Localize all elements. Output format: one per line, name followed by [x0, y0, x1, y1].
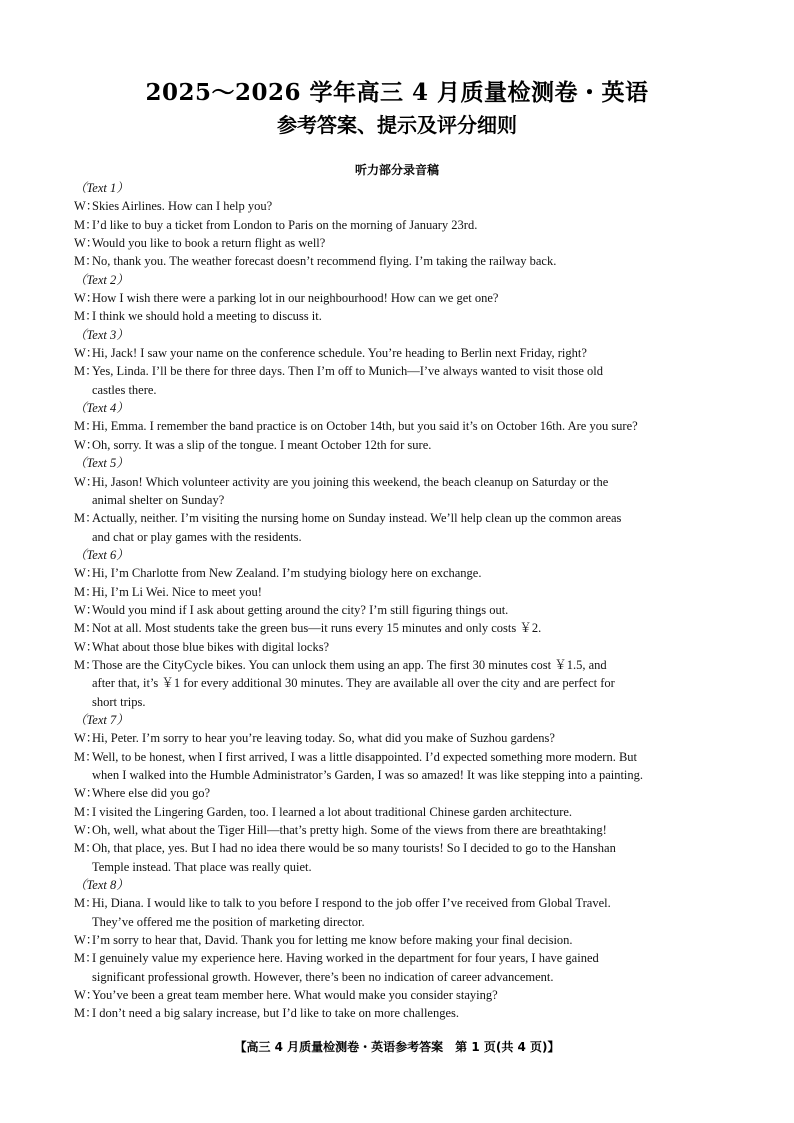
text-label	[74, 399, 722, 417]
speaker-label: M：	[74, 419, 98, 434]
transcript-line	[74, 252, 722, 270]
text-label	[74, 454, 722, 472]
speaker-label: W：	[74, 566, 99, 581]
page-title: 2025～2026 学年高三 4 月质量检测卷・英语	[145, 79, 649, 106]
line-text: Would you like to book a return flight as well?	[92, 236, 326, 251]
transcript-line	[74, 803, 722, 821]
transcript-line	[74, 509, 722, 527]
line-text: animal shelter on Sunday?	[92, 492, 225, 507]
transcript-body	[74, 179, 722, 1023]
line-text: I don’t need a big salary increase, but I’d like to take on more challenges.	[92, 1006, 459, 1021]
line-text: Not at all. Most students take the green bus—it runs every 15 minutes and only costs ￥2.	[92, 621, 542, 636]
line-text: I visited the Lingering Garden, too. I learned a lot about traditional Chinese garden architecture.	[92, 804, 573, 819]
transcript-line	[74, 528, 722, 546]
line-text: （Text 2）	[74, 272, 129, 287]
transcript-line	[74, 949, 722, 967]
line-text: Hi, I’m Li Wei. Nice to meet you!	[92, 584, 262, 599]
speaker-label: M：	[74, 804, 98, 819]
transcript-line	[74, 307, 722, 325]
transcript-line	[74, 197, 722, 215]
line-text: Actually, neither. I’m visiting the nursing home on Sunday instead. We’ll help clean up the common areas	[92, 511, 622, 526]
transcript-line	[74, 362, 722, 380]
transcript-line	[74, 858, 722, 876]
line-text: short trips.	[92, 694, 146, 709]
line-text: Hi, I’m Charlotte from New Zealand. I’m studying biology here on exchange.	[92, 566, 482, 581]
speaker-label: W：	[74, 786, 99, 801]
line-text: Yes, Linda. I’ll be there for three days. Then I’m off to Munich—I’ve always wanted to visit those old	[92, 364, 603, 379]
line-text: I genuinely value my experience here. Having worked in the department for four years, I have gained	[92, 951, 599, 966]
transcript-line	[74, 473, 722, 491]
transcript-line	[74, 784, 722, 802]
line-text: after that, it’s ￥1 for every additional 30 minutes. They are available all over the city and are perfect for	[92, 676, 615, 691]
transcript-line	[74, 729, 722, 747]
speaker-label: W：	[74, 199, 99, 214]
transcript-line	[74, 674, 722, 692]
speaker-label: W：	[74, 639, 99, 654]
transcript-line	[74, 748, 722, 766]
line-text: What about those blue bikes with digital locks?	[92, 639, 330, 654]
line-text: （Text 3）	[74, 327, 129, 342]
page-subtitle: 参考答案、提示及评分细则	[277, 113, 517, 137]
page-footer: 【高三 4 月质量检测卷・英语参考答案 第 1 页(共 4 页)】	[234, 1040, 560, 1054]
transcript-line	[74, 821, 722, 839]
speaker-label: W：	[74, 602, 99, 617]
speaker-label: M：	[74, 254, 98, 269]
transcript-line	[74, 583, 722, 601]
transcript-line	[74, 417, 722, 435]
text-label	[74, 271, 722, 289]
section-title: 听力部分录音稿	[354, 163, 439, 177]
speaker-label: W：	[74, 437, 99, 452]
line-text: Skies Airlines. How can I help you?	[92, 199, 273, 214]
line-text: castles there.	[92, 382, 157, 397]
transcript-line	[74, 968, 722, 986]
speaker-label: W：	[74, 731, 99, 746]
speaker-label: M：	[74, 749, 98, 764]
line-text: You’ve been a great team member here. What would make you consider staying?	[92, 988, 498, 1003]
speaker-label: M：	[74, 896, 98, 911]
line-text: （Text 4）	[74, 401, 129, 416]
line-text: （Text 7）	[74, 712, 129, 727]
text-label	[74, 179, 722, 197]
transcript-line	[74, 289, 722, 307]
speaker-label: M：	[74, 1006, 98, 1021]
transcript-line	[74, 619, 722, 637]
speaker-label: M：	[74, 841, 98, 856]
transcript-line	[74, 491, 722, 509]
speaker-label: W：	[74, 291, 99, 306]
line-text: Oh, well, what about the Tiger Hill—that’s pretty high. Some of the views from there are breathtaking!	[92, 823, 607, 838]
line-text: （Text 1）	[74, 181, 129, 195]
line-text: （Text 6）	[74, 547, 129, 562]
transcript-line	[74, 1004, 722, 1022]
line-text: Oh, sorry. It was a slip of the tongue. I meant October 12th for sure.	[92, 437, 432, 452]
text-label	[74, 876, 722, 894]
speaker-label: W：	[74, 988, 99, 1003]
line-text: Those are the CityCycle bikes. You can unlock them using an app. The first 30 minutes cost ￥1.5, and	[92, 657, 607, 672]
transcript-line	[74, 693, 722, 711]
transcript-line	[74, 986, 722, 1004]
line-text: （Text 5）	[74, 456, 129, 471]
transcript-line	[74, 381, 722, 399]
line-text: Hi, Emma. I remember the band practice is on October 14th, but you said it’s on October 16th. Are you sure?	[92, 419, 638, 434]
transcript-line	[74, 564, 722, 582]
transcript-line	[74, 344, 722, 362]
transcript-line	[74, 216, 722, 234]
speaker-label: M：	[74, 309, 98, 324]
line-text: when I walked into the Humble Administrator’s Garden, I was so amazed! It was like stepping into a painting.	[92, 768, 644, 782]
line-text: I’d like to buy a ticket from London to Paris on the morning of January 23rd.	[92, 217, 478, 232]
transcript-line	[74, 913, 722, 931]
line-text: Hi, Peter. I’m sorry to hear you’re leaving today. So, what did you make of Suzhou gardens?	[92, 731, 555, 746]
transcript-line	[74, 931, 722, 949]
speaker-label: W：	[74, 346, 99, 361]
line-text: Oh, that place, yes. But I had no idea there would be so many tourists! So I decided to go to the Hanshan	[92, 841, 616, 856]
line-text: Hi, Jack! I saw your name on the conference schedule. You’re heading to Berlin next Friday, right?	[92, 346, 587, 361]
transcript-line	[74, 234, 722, 252]
transcript-line	[74, 436, 722, 454]
speaker-label: W：	[74, 236, 99, 251]
line-text: （Text 8）	[74, 878, 129, 893]
speaker-label: W：	[74, 474, 99, 489]
speaker-label: M：	[74, 657, 98, 672]
speaker-label: W：	[74, 933, 99, 948]
line-text: Hi, Diana. I would like to talk to you before I respond to the job offer I’ve received from Global Travel.	[92, 896, 611, 911]
transcript-line	[74, 766, 722, 784]
line-text: They’ve offered me the position of marketing director.	[92, 914, 365, 929]
text-label	[74, 326, 722, 344]
line-text: Where else did you go?	[92, 786, 211, 801]
speaker-label: M：	[74, 364, 98, 379]
line-text: No, thank you. The weather forecast doesn’t recommend flying. I’m taking the railway back.	[92, 254, 557, 269]
transcript-line	[74, 894, 722, 912]
transcript-line	[74, 601, 722, 619]
transcript-line	[74, 839, 722, 857]
speaker-label: M：	[74, 621, 98, 636]
text-label	[74, 711, 722, 729]
speaker-label: M：	[74, 951, 98, 966]
line-text: Would you mind if I ask about getting around the city? I’m still figuring things out.	[92, 602, 509, 617]
speaker-label: W：	[74, 823, 99, 838]
transcript-line	[74, 638, 722, 656]
line-text: I think we should hold a meeting to discuss it.	[92, 309, 322, 324]
line-text: I’m sorry to hear that, David. Thank you for letting me know before making your final decision.	[92, 933, 573, 948]
line-text: significant professional growth. However, there’s been no indication of career advancement.	[92, 969, 554, 984]
speaker-label: M：	[74, 584, 98, 599]
speaker-label: M：	[74, 511, 98, 526]
line-text: Hi, Jason! Which volunteer activity are you joining this weekend, the beach cleanup on Saturday or the	[92, 474, 609, 489]
line-text: Well, to be honest, when I first arrived, I was a little disappointed. I’d expected something more modern. But	[92, 749, 638, 764]
line-text: and chat or play games with the residents.	[92, 529, 302, 544]
transcript-line	[74, 656, 722, 674]
line-text: Temple instead. That place was really quiet.	[92, 859, 312, 874]
line-text: How I wish there were a parking lot in our neighbourhood! How can we get one?	[92, 291, 499, 306]
text-label	[74, 546, 722, 564]
speaker-label: M：	[74, 217, 98, 232]
